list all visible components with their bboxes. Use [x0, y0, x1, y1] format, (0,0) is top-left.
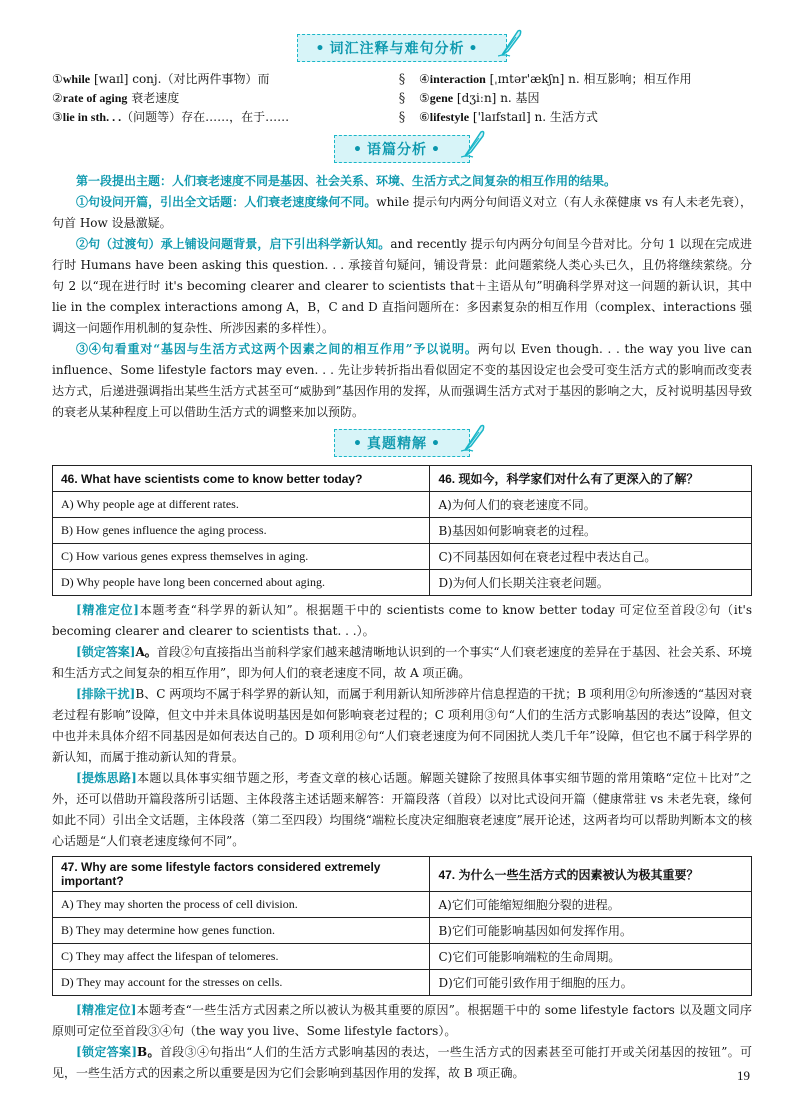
question-46-table [52, 465, 752, 596]
section-banner-analysis: • 语篇分析 • [52, 135, 752, 163]
analysis-summary: 第一段提出主题：人们衰老速度不同是基因、社会关系、环境、生活方式之间复杂的相互作用的结果。 [76, 174, 617, 188]
vocab-item: ④interaction [ˌɪntər'ækʃn] n. 相互影响；相互作用 [419, 72, 692, 86]
vocab-item: ①while [waɪl] conj.（对比两件事物）而 [52, 72, 270, 86]
q46-refine: [提炼思路]本题以具体事实细节题之形，考查文章的核心话题。解题关键除了按照具体事实细节题的常用策略“定位＋比对”之外，还可以借助开篇段落所引话题、主体段落主述话题来解答：开篇段落（首段）以对比式设问开篇（健康常驻 vs 未老先衰，缘何如此不同）引出全文话题，主体段落（第二至四段）均围绕“端粒长度决定细胞衰老速度”展开论述，这两者均可以帮助判断本文的核心话题是“人们衰老速度缘何不同”。 [52, 771, 753, 848]
question-47-table [52, 856, 752, 996]
vocab-left-column [52, 70, 385, 127]
vocab-item: ③lie in sth. . .（问题等）存在……，在于…… [52, 110, 290, 124]
table-row: B) They may determine how genes function. B)它们可能影响基因如何发挥作用。 [53, 918, 752, 944]
question-47-zh: 47. 为什么一些生活方式的因素被认为极其重要？ [430, 857, 752, 892]
table-row: C) How various genes express themselves in aging. C)不同基因如何在衰老过程中表达自己。 [53, 544, 752, 570]
question-46-en: 46. What have scientists come to know better today? [53, 466, 430, 492]
table-row: B) How genes influence the aging process. B)基因如何影响衰老的过程。 [53, 518, 752, 544]
table-row: C) They may affect the lifespan of telomeres. C)它们可能影响端粒的生命周期。 [53, 944, 752, 970]
q47-locate: [精准定位]本题考查“一些生活方式因素之所以被认为极其重要的原因”。根据题干中的 some lifestyle factors 以及题文同序原则可定位至首段③④句（the way you live、Some lifestyle factors）。 [52, 1003, 753, 1038]
table-row [53, 466, 752, 492]
vocab-separator: § § § [398, 72, 406, 125]
section-title-analysis: 语篇分析 [367, 142, 427, 158]
table-row: D) Why people have long been concerned about aging. D)为何人们长期关注衰老问题。 [53, 570, 752, 596]
feather-pen-icon [461, 128, 487, 158]
feather-pen-icon [461, 422, 487, 452]
question-46-zh: 46. 现如今，科学家们对什么有了更深入的了解？ [430, 466, 752, 492]
analysis-paragraph: ①句设问开篇，引出全文话题：人们衰老速度缘何不同。while 提示句内两分句间语义对立（有人永葆健康 vs 有人未老先衰），句首 How 设悬激疑。 [52, 195, 752, 230]
feather-pen-icon [498, 27, 524, 57]
q46-locate: [精准定位]本题考查“科学界的新认知”。根据题干中的 scientists come to know better today 可定位至首段②句（it's becoming clearer and clearer to scientists that. . .）。 [52, 603, 752, 638]
table-row: A) Why people age at different rates. A)为何人们的衰老速度不同。 [53, 492, 752, 518]
section-title-vocab: 词汇注释与难句分析 [329, 41, 465, 57]
q47-answer: [锁定答案]B。首段③④句指出“人们的生活方式影响基因的表达，一些生活方式的因素甚至可能打开或关闭基因的按钮”。可见，一些生活方式的因素之所以重要是因为它们会影响到基因作用的发挥，故 B 项正确。 [52, 1045, 752, 1080]
section-banner-vocab: • 词汇注释与难句分析 • [52, 34, 752, 62]
analysis-paragraph: ③④句看重对“基因与生活方式这两个因素之间的相互作用”予以说明。两句以 Even though. . . the way you live can influence、Some lifestyle factors may even. . . 先让步转折指出看似固定不变的基因设定也会受可变生活方式的影响而改变表达方式，后递进强调指出某些生活方式甚至可“威胁到”基因作用的发挥，从而强调生活方式对于基因的影响之大，反衬说明基因导致的衰老从某种程度上可以借助生活方式的调整来加以预防。 [52, 342, 752, 419]
analysis-paragraph: ②句（过渡句）承上铺设问题背景，启下引出科学新认知。and recently 提示句内两分句间呈今昔对比。分句 1 以现在完成进行时 Humans have been asking this question. . . 承接首句疑问，铺设背景：此问题萦绕人类心头已久，且仍将继续萦绕。分句 2 以“现在进行时 it's becoming clearer and clearer to scientists that＋主语从句”明确科学界对这一问题的新认识，其中 lie in the complex interactions among A，B，C and D 直指问题所在：多因素复杂的相互作用（complex、interactions 强调这一问题作用机制的复杂性、所涉因素的多样性）。 [52, 237, 752, 335]
page-content [52, 34, 752, 1084]
q46-exclude: [排除干扰]B、C 两项均不属于科学界的新认知，而属于利用新认知所涉碎片信息捏造的干扰；B 项利用②句所渗透的“基因对衰老过程有影响”设障，但文中并未具体说明基因是如何影响衰老过程的；C 项利用③句“人们的生活方式影响基因的表达”设障，但文中也并未具体介绍不同基因是如何表达自己的。D 项利用②句“人们衰老速度为何不同困扰人类几千年”设障，但它也不属于科学界的新认知，而属于推动新认知的背景。 [52, 687, 753, 764]
vocab-list [52, 70, 752, 127]
table-row [53, 857, 752, 892]
table-row: D) They may account for the stresses on cells. D)它们可能引致作用于细胞的压力。 [53, 970, 752, 996]
table-row: A) They may shorten the process of cell division. A)它们可能缩短细胞分裂的进程。 [53, 892, 752, 918]
vocab-right-column [419, 70, 752, 127]
question-47-en: 47. Why are some lifestyle factors considered extremely important? [53, 857, 430, 892]
q46-answer: [锁定答案]A。首段②句直接指出当前科学家们越来越清晰地认识到的一个事实“人们衰老速度的差异在于基因、社会关系、环境和生活方式之间复杂的相互作用”，即为何人们的衰老速度不同，故 A 项正确。 [52, 645, 753, 680]
section-title-exam: 真题精解 [367, 436, 427, 452]
vocab-item: ⑤gene [dʒiːn] n. 基因 [419, 91, 540, 105]
vocab-item: ②rate of aging 衰老速度 [52, 91, 180, 105]
section-banner-exam: • 真题精解 • [52, 429, 752, 457]
vocab-item: ⑥lifestyle ['laɪfstaɪl] n. 生活方式 [419, 110, 598, 124]
page-number: 19 [737, 1068, 750, 1083]
